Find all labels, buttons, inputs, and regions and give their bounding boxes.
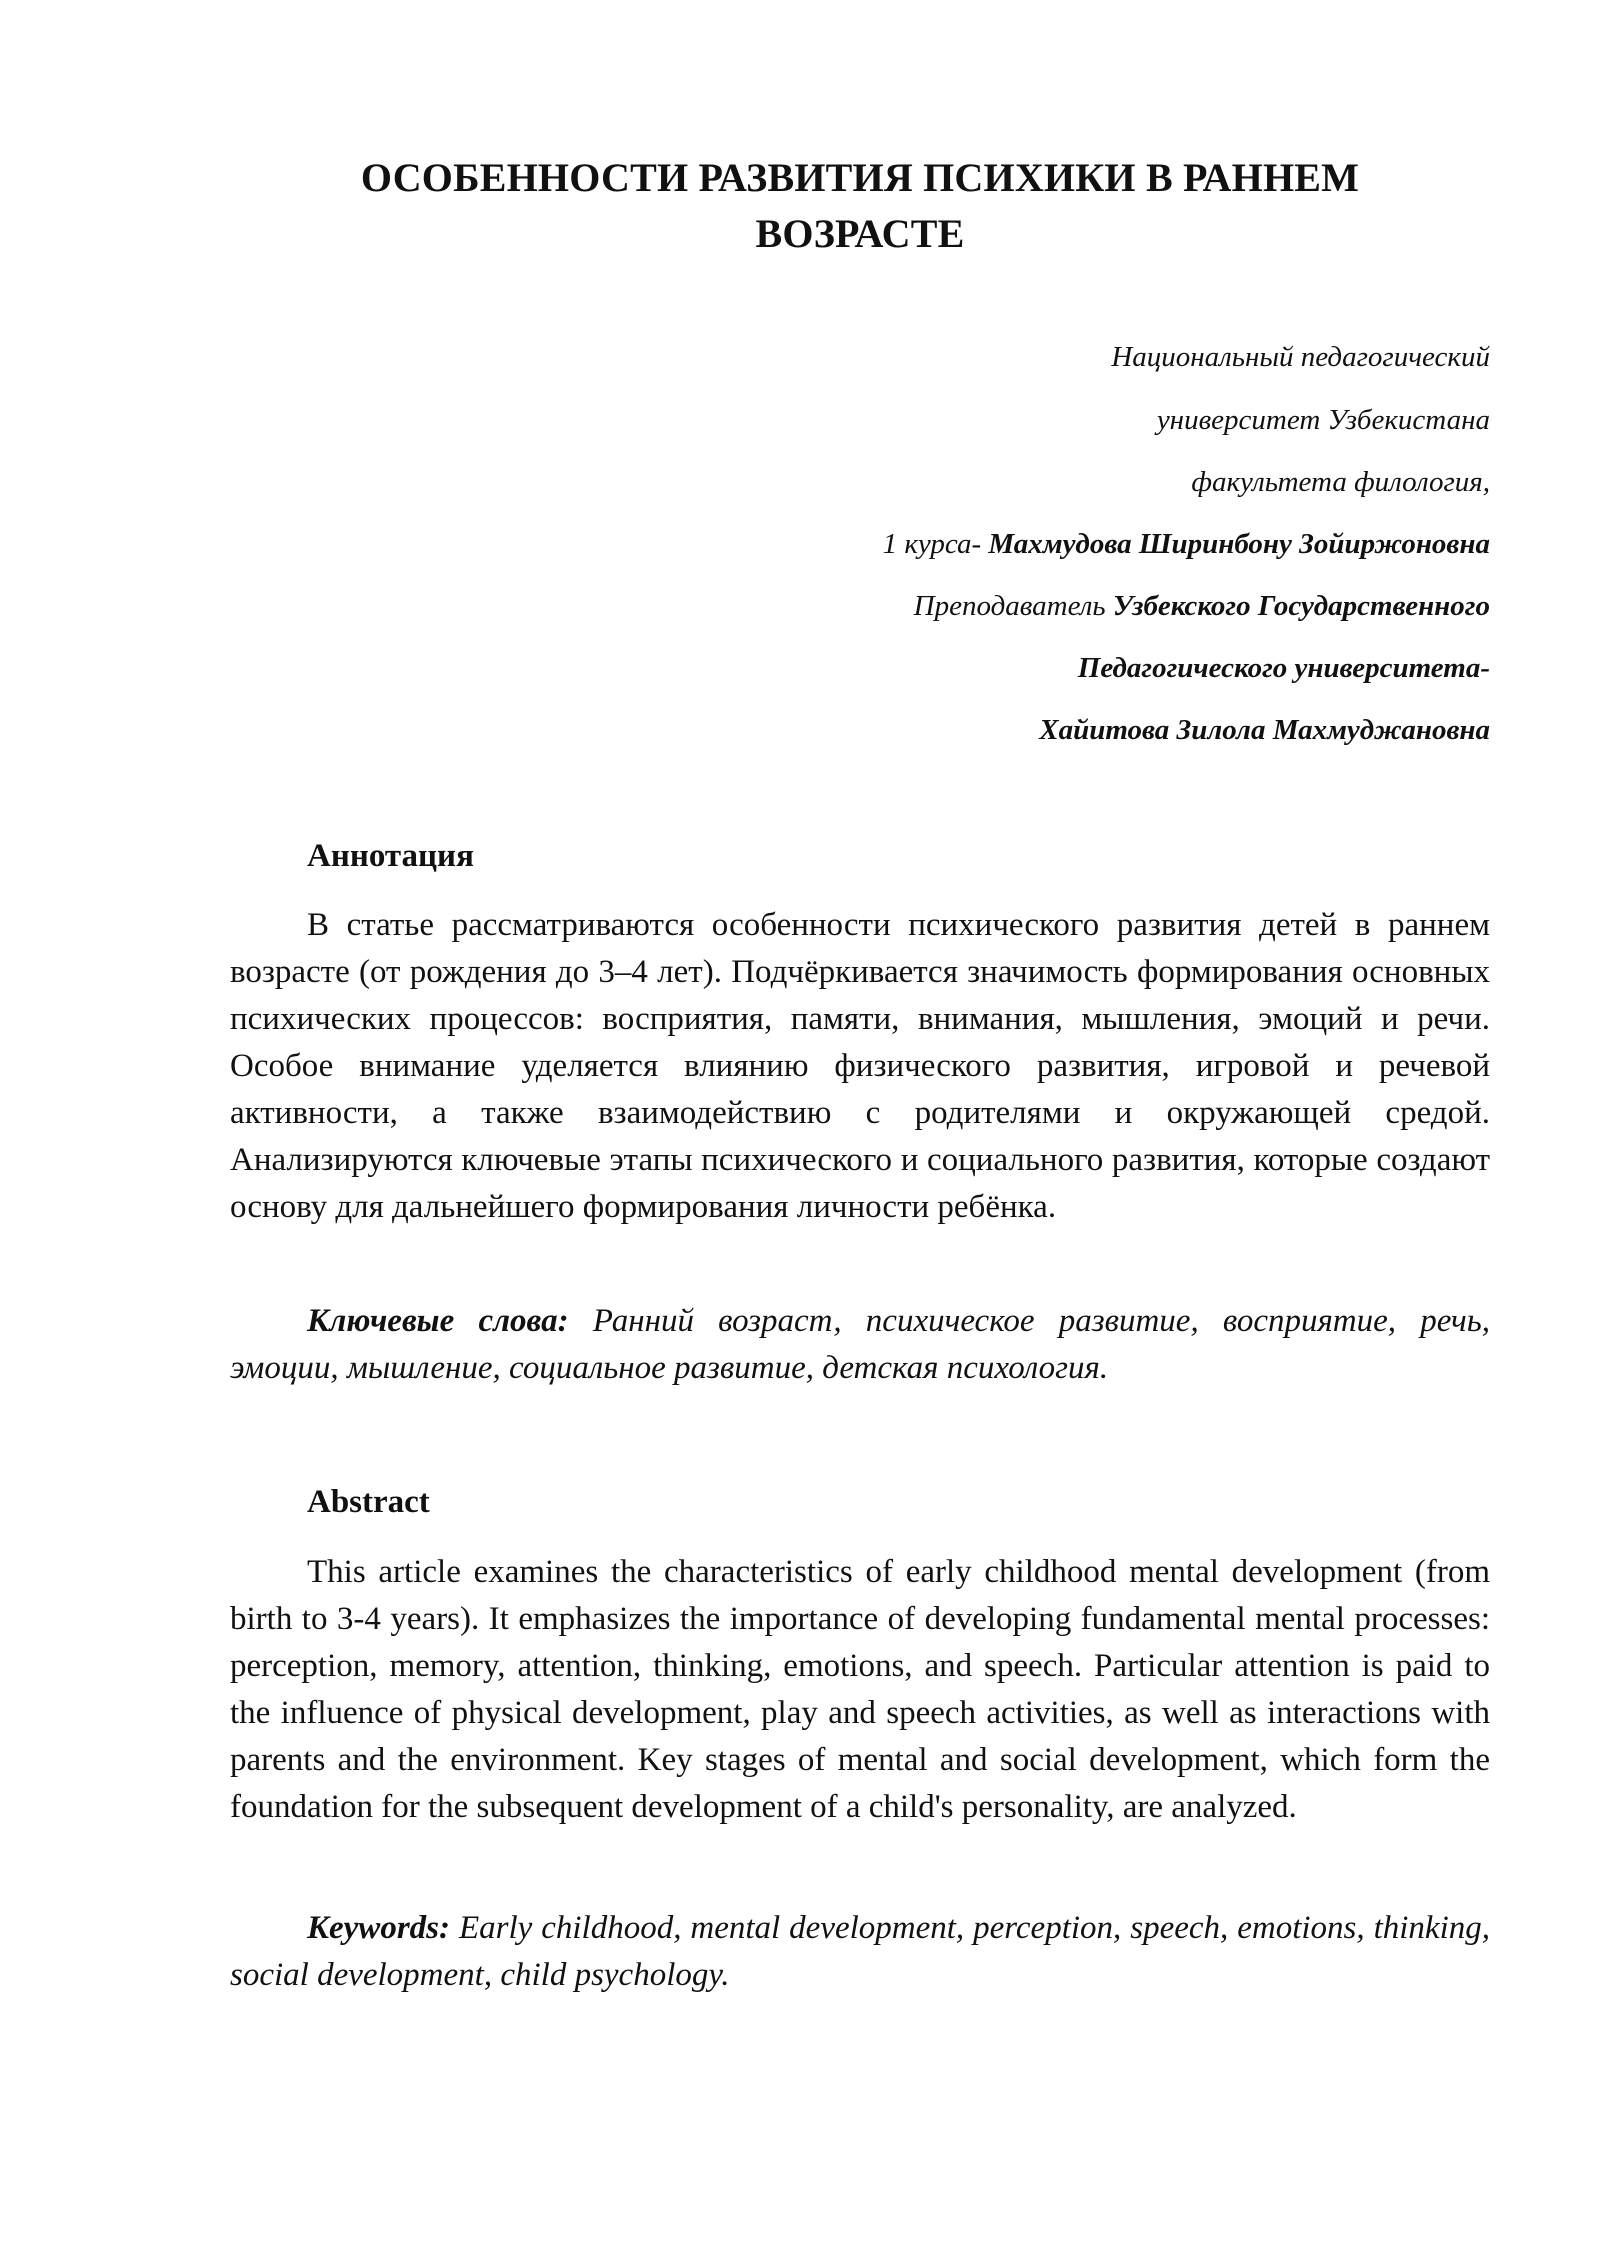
affiliation-line-3: факультета филология, (1191, 466, 1490, 498)
abstract-heading: Abstract (307, 1484, 430, 1520)
teacher-university-part-1: Узбекского Государственного (1112, 590, 1490, 622)
student-name: Махмудова Ширинбону Зойиржоновна (988, 528, 1490, 560)
abstract-keywords-label: Keywords: (307, 1910, 450, 1946)
annotation-keywords-list: Ранний возраст, психическое развитие, восприятие, речь, эмоции, мышление, социальное развитие, детская психология. (230, 1303, 1490, 1386)
article-title-line-1: ОСОБЕННОСТИ РАЗВИТИЯ ПСИХИКИ В РАННЕМ (360, 155, 1360, 200)
teacher-name: Хайитова Зилола Махмуджановна (1039, 714, 1490, 746)
affiliation-line-6 (490, 651, 1490, 685)
teacher-role: Преподаватель (913, 590, 1113, 622)
article-title-line-2: ВОЗРАСТЕ (755, 211, 965, 256)
student-course: 1 курса- (882, 528, 989, 560)
annotation-text: В статье рассматриваются особенности психического развития детей в раннем возрасте (от рождения до 3–4 лет). Подчёркивается значимость формирования основных психических процессов: восприятия, памяти, внимания, мышления, эмоций и речи. Особое внимание уделяется влиянию физического развития, игровой и речевой активности, а также взаимодействию с родителями и окружающей средой. Анализируются ключевые этапы психического и социального развития, которые создают основу для дальнейшего формирования личности ребёнка. (230, 907, 1490, 1225)
teacher-university-part-2: Педагогического университета- (1077, 652, 1490, 684)
affiliation-line-5 (490, 589, 1490, 623)
affiliation-line-4 (490, 527, 1490, 561)
affiliation-line-2: университет Узбекистана (1156, 404, 1490, 436)
article-title (230, 150, 1490, 262)
abstract-text: This article examines the characteristics of early childhood mental development (from birth to 3-4 years). It emphasizes the importance of developing fundamental mental processes: perception, memory, attention, thinking, emotions, and speech. Particular attention is paid to the influence of physical development, play and speech activities, as well as interactions with parents and the environment. Key stages of mental and social development, which form the foundation for the subsequent development of a child's personality, are analyzed. (230, 1554, 1490, 1825)
abstract-keywords-list: Early childhood, mental development, perception, speech, emotions, thinking, social development, child psychology. (230, 1910, 1490, 1993)
annotation-keywords (230, 1298, 1490, 1392)
abstract-keywords (230, 1905, 1490, 1999)
affiliation-line-1: Национальный педагогический (1111, 341, 1490, 373)
affiliation-line-7 (490, 713, 1490, 747)
annotation-heading: Аннотация (307, 838, 474, 874)
annotation-keywords-label: Ключевые слова: (307, 1303, 569, 1339)
